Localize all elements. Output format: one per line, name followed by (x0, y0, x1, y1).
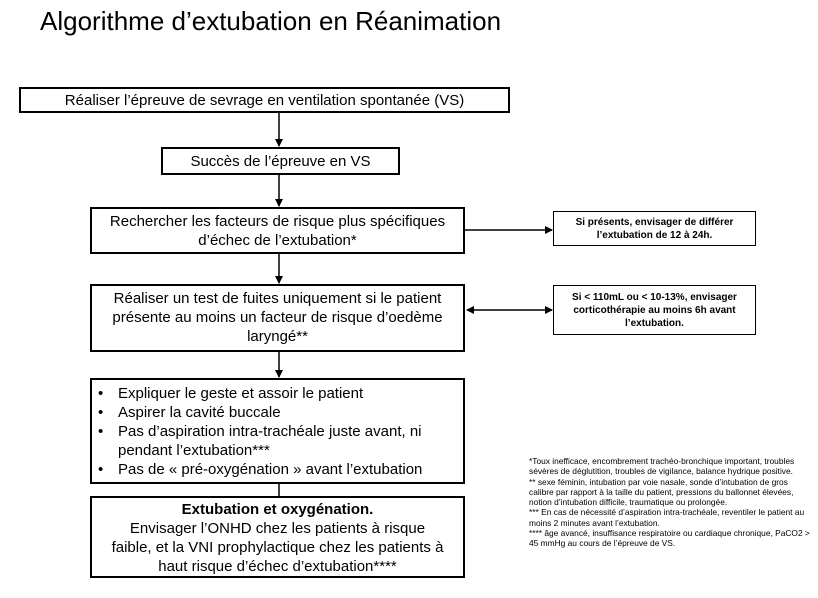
step-text-line: Rechercher les facteurs de risque plus spécifiques (109, 213, 446, 230)
step-sevrage-vs (19, 87, 510, 113)
step-text-line: Réaliser un test de fuites uniquement si le patient (113, 290, 442, 307)
footnote: *Toux inefficace, encombrement trachéo-bronchique important, troubles sévères de déglutition, troubles de vigilance, balance hydrique positive. (529, 456, 795, 477)
footnote: *** En cas de nécessité d’aspiration intra-trachéale, reventiler le patient au moins 2 minutes avant l’extubation. (529, 507, 805, 528)
note-line: corticothérapie au moins 6h avant (573, 304, 736, 316)
step-succes-vs (161, 147, 400, 175)
note-line: l’extubation. (625, 317, 684, 329)
note-differer-extubation (553, 211, 756, 246)
step-text-line: laryngé** (247, 328, 308, 345)
preparation-list (92, 384, 463, 479)
footnote: **** âge avancé, insuffisance respiratoire ou cardiaque chronique, PaCO2 > 45 mmHg au cours de l’épreuve de VS. (529, 528, 810, 549)
note-line: Si présents, envisager de différer (575, 216, 734, 228)
footnote: ** sexe féminin, intubation par voie nasale, sonde d’intubation de gros calibre par rapport à la taille du patient, pressions du ballonnet élevées, notion d’intubation difficile, traumatique ou prolongée. (529, 476, 794, 508)
step-text-line: Envisager l’ONHD chez les patients à risque (129, 520, 426, 537)
step-text-line: faible, et la VNI prophylactique chez les patients à (111, 539, 444, 556)
footnotes (529, 456, 814, 549)
list-item: • Expliquer le geste et assoir le patient (96, 384, 463, 403)
list-item: • Aspirer la cavité buccale (96, 403, 463, 422)
page-title: Algorithme d’extubation en Réanimation (40, 6, 502, 36)
step-text-line: présente au moins un facteur de risque d’oedème (112, 309, 443, 326)
step-facteurs-risque (90, 207, 465, 254)
step-text: Réaliser l’épreuve de sevrage en ventilation spontanée (VS) (64, 92, 465, 109)
note-corticotherapie (553, 285, 756, 335)
note-line: Si < 110mL ou < 10-13%, envisager (572, 291, 737, 303)
step-text-line: d’échec de l’extubation* (198, 232, 357, 249)
step-test-fuites (90, 284, 465, 352)
step-text-line: haut risque d’échec d’extubation**** (158, 558, 397, 575)
step-title: Extubation et oxygénation. (181, 501, 374, 518)
list-item: • Pas de « pré-oxygénation » avant l’extubation (96, 460, 463, 479)
list-item: • Pas d’aspiration intra-trachéale juste avant, ni pendant l’extubation*** (96, 422, 463, 460)
note-line: l’extubation de 12 à 24h. (596, 229, 713, 241)
step-text: Succès de l’épreuve en VS (190, 153, 371, 170)
step-preparation (90, 378, 465, 484)
step-extubation-oxygenation (90, 496, 465, 578)
